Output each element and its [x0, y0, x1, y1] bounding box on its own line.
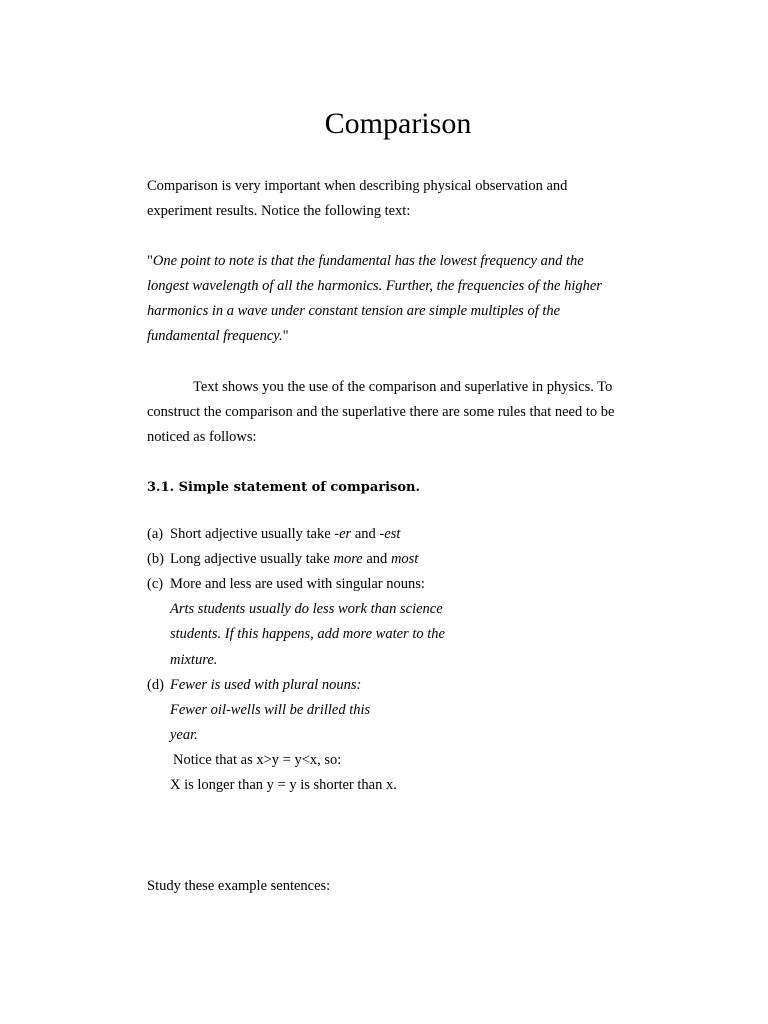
explanation-line-1: Text shows you the use of the comparison and superlative in physics. To [193, 379, 613, 395]
rule-b-text: Long adjective usually take [170, 551, 334, 567]
explanation-line-3: noticed as follows: [147, 429, 257, 445]
rule-a-text: Short adjective usually take [170, 526, 335, 542]
rule-b-more: more [333, 551, 363, 567]
rule-c-text: More and less are used with singular nouns: [170, 576, 425, 592]
rule-a-and: and [351, 526, 380, 542]
intro-line-2: experiment results. Notice the following text: [147, 203, 411, 219]
rule-d-text: Fewer is used with plural nouns: [170, 677, 362, 693]
rule-b-and: and [362, 551, 391, 567]
rule-b-label: (b) [147, 551, 164, 567]
quote-close-mark: " [282, 328, 289, 344]
section-heading: 3.1. Simple statement of comparison. [147, 480, 421, 495]
intro-line-1: Comparison is very important when describing physical observation and [147, 178, 568, 194]
rule-c-label: (c) [147, 576, 164, 592]
quote-open-mark: " [147, 253, 153, 269]
rule-a [147, 524, 400, 544]
rule-d [147, 675, 361, 695]
rule-d-note-2: X is longer than y = y is shorter than x. [170, 777, 397, 793]
rule-d-label: (d) [147, 677, 164, 693]
rule-c-example-1: Arts students usually do less work than science [170, 601, 443, 617]
rule-a-label: (a) [147, 526, 164, 542]
rule-a-suffix-er: -er [334, 526, 352, 542]
rule-a-suffix-est: -est [379, 526, 401, 542]
quote-text-1: One point to note is that the fundamental has the lowest frequency and the [152, 253, 584, 269]
rule-d-example-1: Fewer oil-wells will be drilled this [170, 702, 371, 718]
explanation-line-2: construct the comparison and the superlative there are some rules that need to be [147, 404, 615, 420]
rule-c-example-2: students. If this happens, add more water to the [170, 626, 445, 642]
rule-d-example-2: year. [170, 727, 198, 743]
quote-line-3: harmonics in a wave under constant tension are simple multiples of the [147, 303, 561, 319]
quote-line-1 [147, 251, 584, 271]
quote-line-2: longest wavelength of all the harmonics. Further, the frequencies of the higher [147, 278, 602, 294]
rule-d-note-1: Notice that as x>y = y<x, so: [173, 752, 342, 768]
quote-text-4: fundamental frequency. [147, 328, 283, 344]
rule-b [147, 549, 418, 569]
rule-c [147, 574, 425, 594]
rule-b-most: most [390, 551, 419, 567]
rule-c-example-3: mixture. [170, 652, 218, 668]
quote-line-4 [147, 326, 289, 346]
study-prompt: Study these example sentences: [147, 878, 331, 894]
page-title: Comparison [324, 107, 472, 140]
